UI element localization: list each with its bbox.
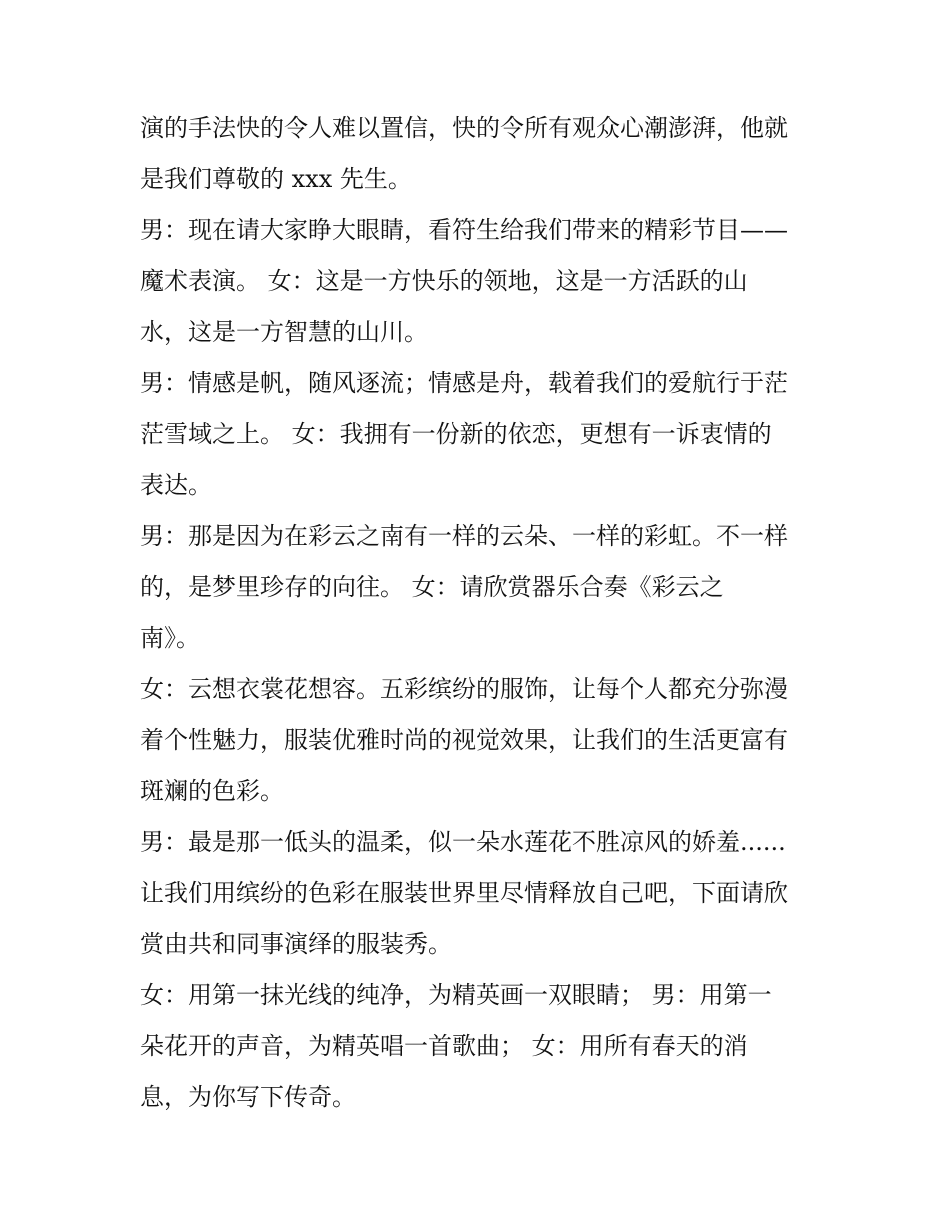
text-line: 朵花开的声音，为精英唱一首歌曲； 女：用所有春天的消	[140, 1032, 748, 1060]
text-line: 南》。	[140, 624, 200, 652]
text-line: 女：云想衣裳花想容。五彩缤纷的服饰，让每个人都充分弥漫	[140, 675, 788, 703]
text-line: 男：那是因为在彩云之南有一样的云朵、一样的彩虹。不一样	[140, 522, 788, 550]
text-line: 水，这是一方智慧的山川。	[140, 318, 428, 346]
text-line: 赏由共和同事演绎的服装秀。	[140, 930, 452, 958]
text-line: 茫雪域之上。 女：我拥有一份新的依恋，更想有一诉衷情的	[140, 420, 772, 448]
text-line: 演的手法快的令人难以置信，快的令所有观众心潮澎湃，他就	[140, 114, 788, 142]
text-line: 让我们用缤纷的色彩在服装世界里尽情释放自己吧，下面请欣	[140, 879, 788, 907]
text-line: 男：最是那一低头的温柔，似一朵水莲花不胜凉风的娇羞......	[140, 828, 786, 856]
text-line: 男：现在请大家睁大眼睛，看符生给我们带来的精彩节目——	[140, 216, 788, 244]
document-body	[140, 103, 830, 1123]
text-line: 魔术表演。 女：这是一方快乐的领地，这是一方活跃的山	[140, 267, 748, 295]
text-line: 男：情感是帆，随风逐流；情感是舟，载着我们的爱航行于茫	[140, 369, 788, 397]
text-line: 的，是梦里珍存的向往。 女：请欣赏器乐合奏《彩云之	[140, 573, 724, 601]
text-line: 着个性魅力，服装优雅时尚的视觉效果，让我们的生活更富有	[140, 726, 788, 754]
text-line: 表达。	[140, 471, 212, 499]
text-line: 斑斓的色彩。	[140, 777, 284, 805]
text-line: 息，为你写下传奇。	[140, 1083, 356, 1111]
text-line: 女：用第一抹光线的纯净，为精英画一双眼睛； 男：用第一	[140, 981, 772, 1009]
text-line: 是我们尊敬的 xxx 先生。	[140, 165, 412, 193]
